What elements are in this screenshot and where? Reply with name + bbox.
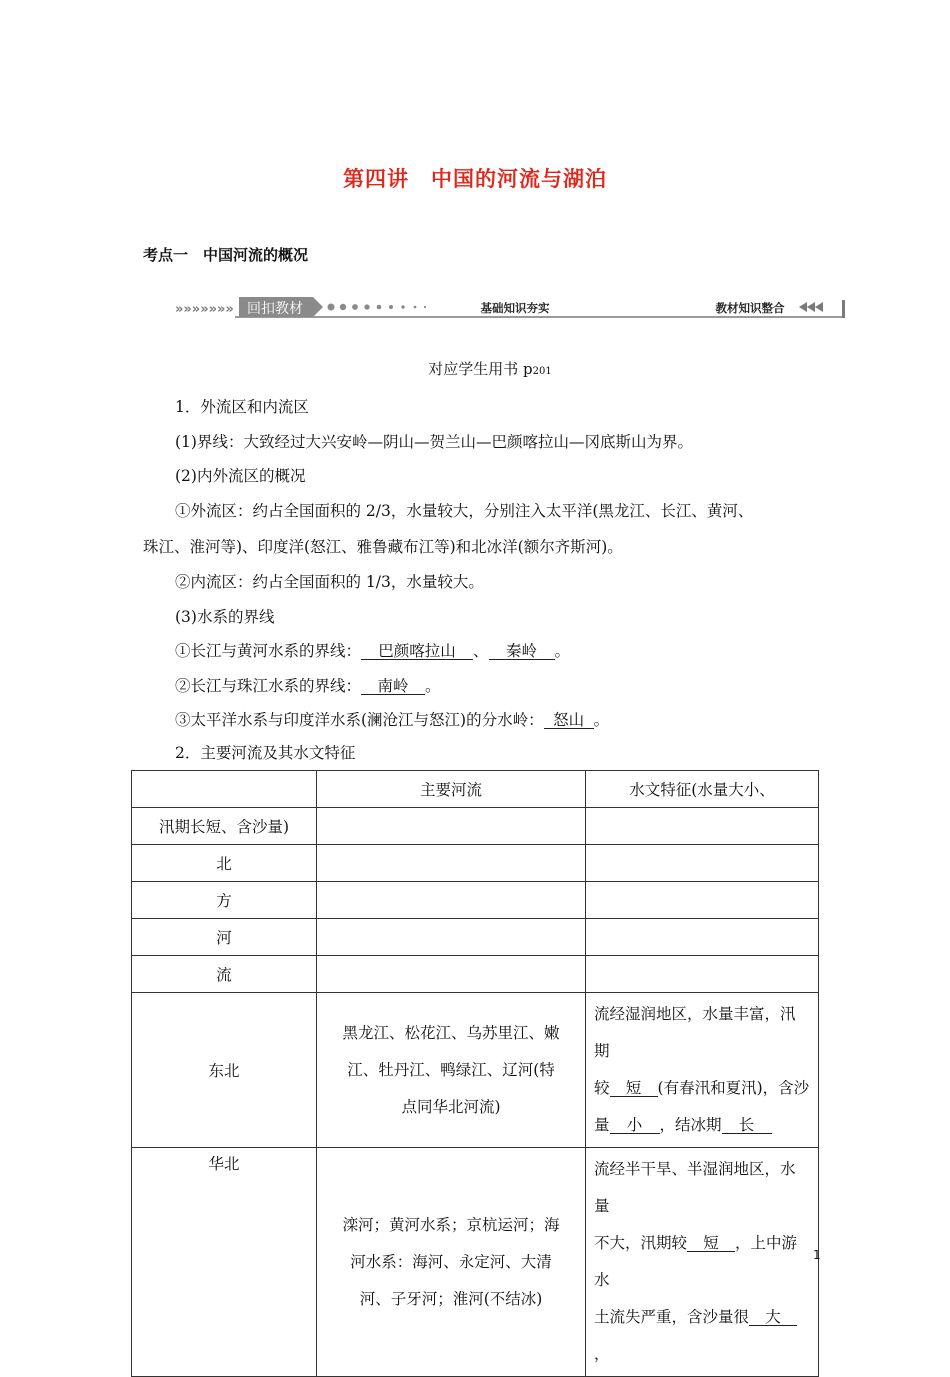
region-dongbei: 东北 (132, 993, 317, 1148)
answer-blank: 长 (722, 1117, 772, 1134)
table-cell (586, 956, 819, 993)
separator: 、 (473, 642, 489, 660)
feature-text: 较 (594, 1079, 610, 1097)
paragraph-watershed-heading: (3)水系的界线 (175, 608, 275, 626)
table-cell (586, 882, 819, 919)
table-cell (317, 956, 586, 993)
table-header-continued: 汛期长短、含沙量) (132, 808, 317, 845)
table-header-rivers: 主要河流 (317, 771, 586, 808)
river-line: 黑龙江、松花江、乌苏里江、嫩 (342, 1023, 560, 1042)
rivers-huabei (317, 1148, 586, 1377)
feature-text: 不大，汛期较 (594, 1234, 688, 1252)
river-line: 河水系：海河、永定河、大清 (350, 1252, 552, 1271)
region-char: 方 (132, 882, 317, 919)
answer-blank: 怒山 (544, 712, 594, 729)
answer-blank: 大 (749, 1309, 797, 1326)
table-cell (132, 771, 317, 808)
reference-page: 201 (532, 366, 552, 377)
region-char: 北 (132, 845, 317, 882)
banner-right-label: 教材知识整合 (715, 301, 785, 315)
page-number: 1 (813, 1248, 821, 1262)
paragraph-overview-heading: (2)内外流区的概况 (175, 467, 306, 485)
paragraph-pacific-indian (175, 708, 609, 730)
river-line: 点同华北河流) (401, 1097, 501, 1116)
period: 。 (425, 677, 441, 695)
features-dongbei (586, 993, 819, 1148)
paragraph-inflow: ②内流区：约占全国面积的 1/3，水量较大。 (175, 573, 484, 591)
rivers-table (131, 770, 819, 1377)
feature-line: 流经湿润地区，水量丰富，汛期 (594, 1005, 796, 1060)
table-cell (317, 808, 586, 845)
region-char: 河 (132, 919, 317, 956)
textbook-reference (0, 358, 950, 379)
table-row (132, 882, 819, 919)
answer-blank: 短 (610, 1080, 658, 1097)
feature-line (594, 1225, 810, 1299)
banner-tab-label: 回扣教材 (247, 301, 303, 317)
table-cell (586, 845, 819, 882)
heading-major-rivers: 2．主要河流及其水文特征 (175, 744, 356, 762)
region-huabei: 华北 (132, 1148, 317, 1377)
feature-text: 量 (594, 1116, 610, 1134)
feature-line: 流经半干旱、半湿润地区，水量 (594, 1160, 796, 1215)
paragraph-yangtze-yellow (175, 639, 570, 661)
table-header-features: 水文特征(水量大小、 (586, 771, 819, 808)
feature-line (594, 1299, 810, 1373)
table-row (132, 956, 819, 993)
dots-decoration-icon (328, 304, 427, 311)
rivers-dongbei (317, 993, 586, 1148)
region-char: 流 (132, 956, 317, 993)
banner-center-label: 基础知识夯实 (480, 301, 550, 315)
feature-text: 土流失严重，含沙量很 (594, 1308, 750, 1326)
period: 。 (554, 642, 571, 660)
heading-outflow-inflow: 1．外流区和内流区 (175, 398, 309, 416)
reference-text: 对应学生用书 p (428, 360, 533, 378)
table-cell (317, 845, 586, 882)
table-cell (586, 808, 819, 845)
feature-line (594, 1107, 810, 1144)
paragraph-yangtze-pearl (175, 674, 441, 696)
prompt-text: ③太平洋水系与印度洋水系(澜沧江与怒江)的分水岭： (175, 711, 544, 729)
table-cell (586, 919, 819, 956)
answer-blank: 小 (610, 1117, 660, 1134)
feature-text: ，上中游水 (594, 1234, 798, 1289)
table-row-huabei (132, 1148, 819, 1377)
feature-line (594, 1070, 810, 1107)
river-line: 滦河；黄河水系；京杭运河；海 (342, 1215, 560, 1234)
prompt-text: ①长江与黄河水系的界线： (175, 642, 362, 660)
table-cell (317, 882, 586, 919)
features-huabei (586, 1148, 819, 1377)
table-row (132, 808, 819, 845)
prompt-text: ②长江与珠江水系的界线： (175, 677, 362, 695)
river-line: 江、牡丹江、鸭绿江、辽河(特 (347, 1060, 555, 1079)
period: 。 (593, 711, 610, 729)
arrow-chevrons-icon (175, 302, 234, 317)
answer-blank: 秦岭 (489, 643, 555, 660)
table-row (132, 919, 819, 956)
arrow-left-icon (799, 300, 845, 318)
table-row (132, 845, 819, 882)
table-header-row (132, 771, 819, 808)
paragraph-boundary: (1)界线：大致经过大兴安岭—阴山—贺兰山—巴颜喀拉山—冈底斯山为界。 (175, 433, 693, 451)
paragraph-outflow-line1: ①外流区：约占全国面积的 2/3，水量较大，分别注入太平洋(黑龙江、长江、黄河、 (175, 502, 754, 520)
page-title: 第四讲 中国的河流与湖泊 (343, 167, 607, 191)
answer-blank: 短 (687, 1235, 735, 1252)
svg-text:»»»»»»»: »»»»»»» (175, 302, 234, 317)
feature-text: ， (594, 1345, 610, 1363)
answer-blank: 巴颜喀拉山 (361, 643, 473, 660)
table-row-dongbei (132, 993, 819, 1148)
answer-blank: 南岭 (361, 678, 425, 695)
feature-text: (有春汛和夏汛)，含沙 (657, 1079, 810, 1097)
paragraph-outflow-line2: 珠江、淮河等)、印度洋(怒江、雅鲁藏布江等)和北冰洋(额尔齐斯河)。 (143, 538, 623, 556)
section-banner (175, 296, 847, 322)
feature-text: ，结冰期 (659, 1116, 722, 1134)
river-line: 河、子牙河；淮河(不结冰) (359, 1289, 543, 1308)
table-cell (317, 919, 586, 956)
section-title: 考点一 中国河流的概况 (143, 246, 309, 264)
